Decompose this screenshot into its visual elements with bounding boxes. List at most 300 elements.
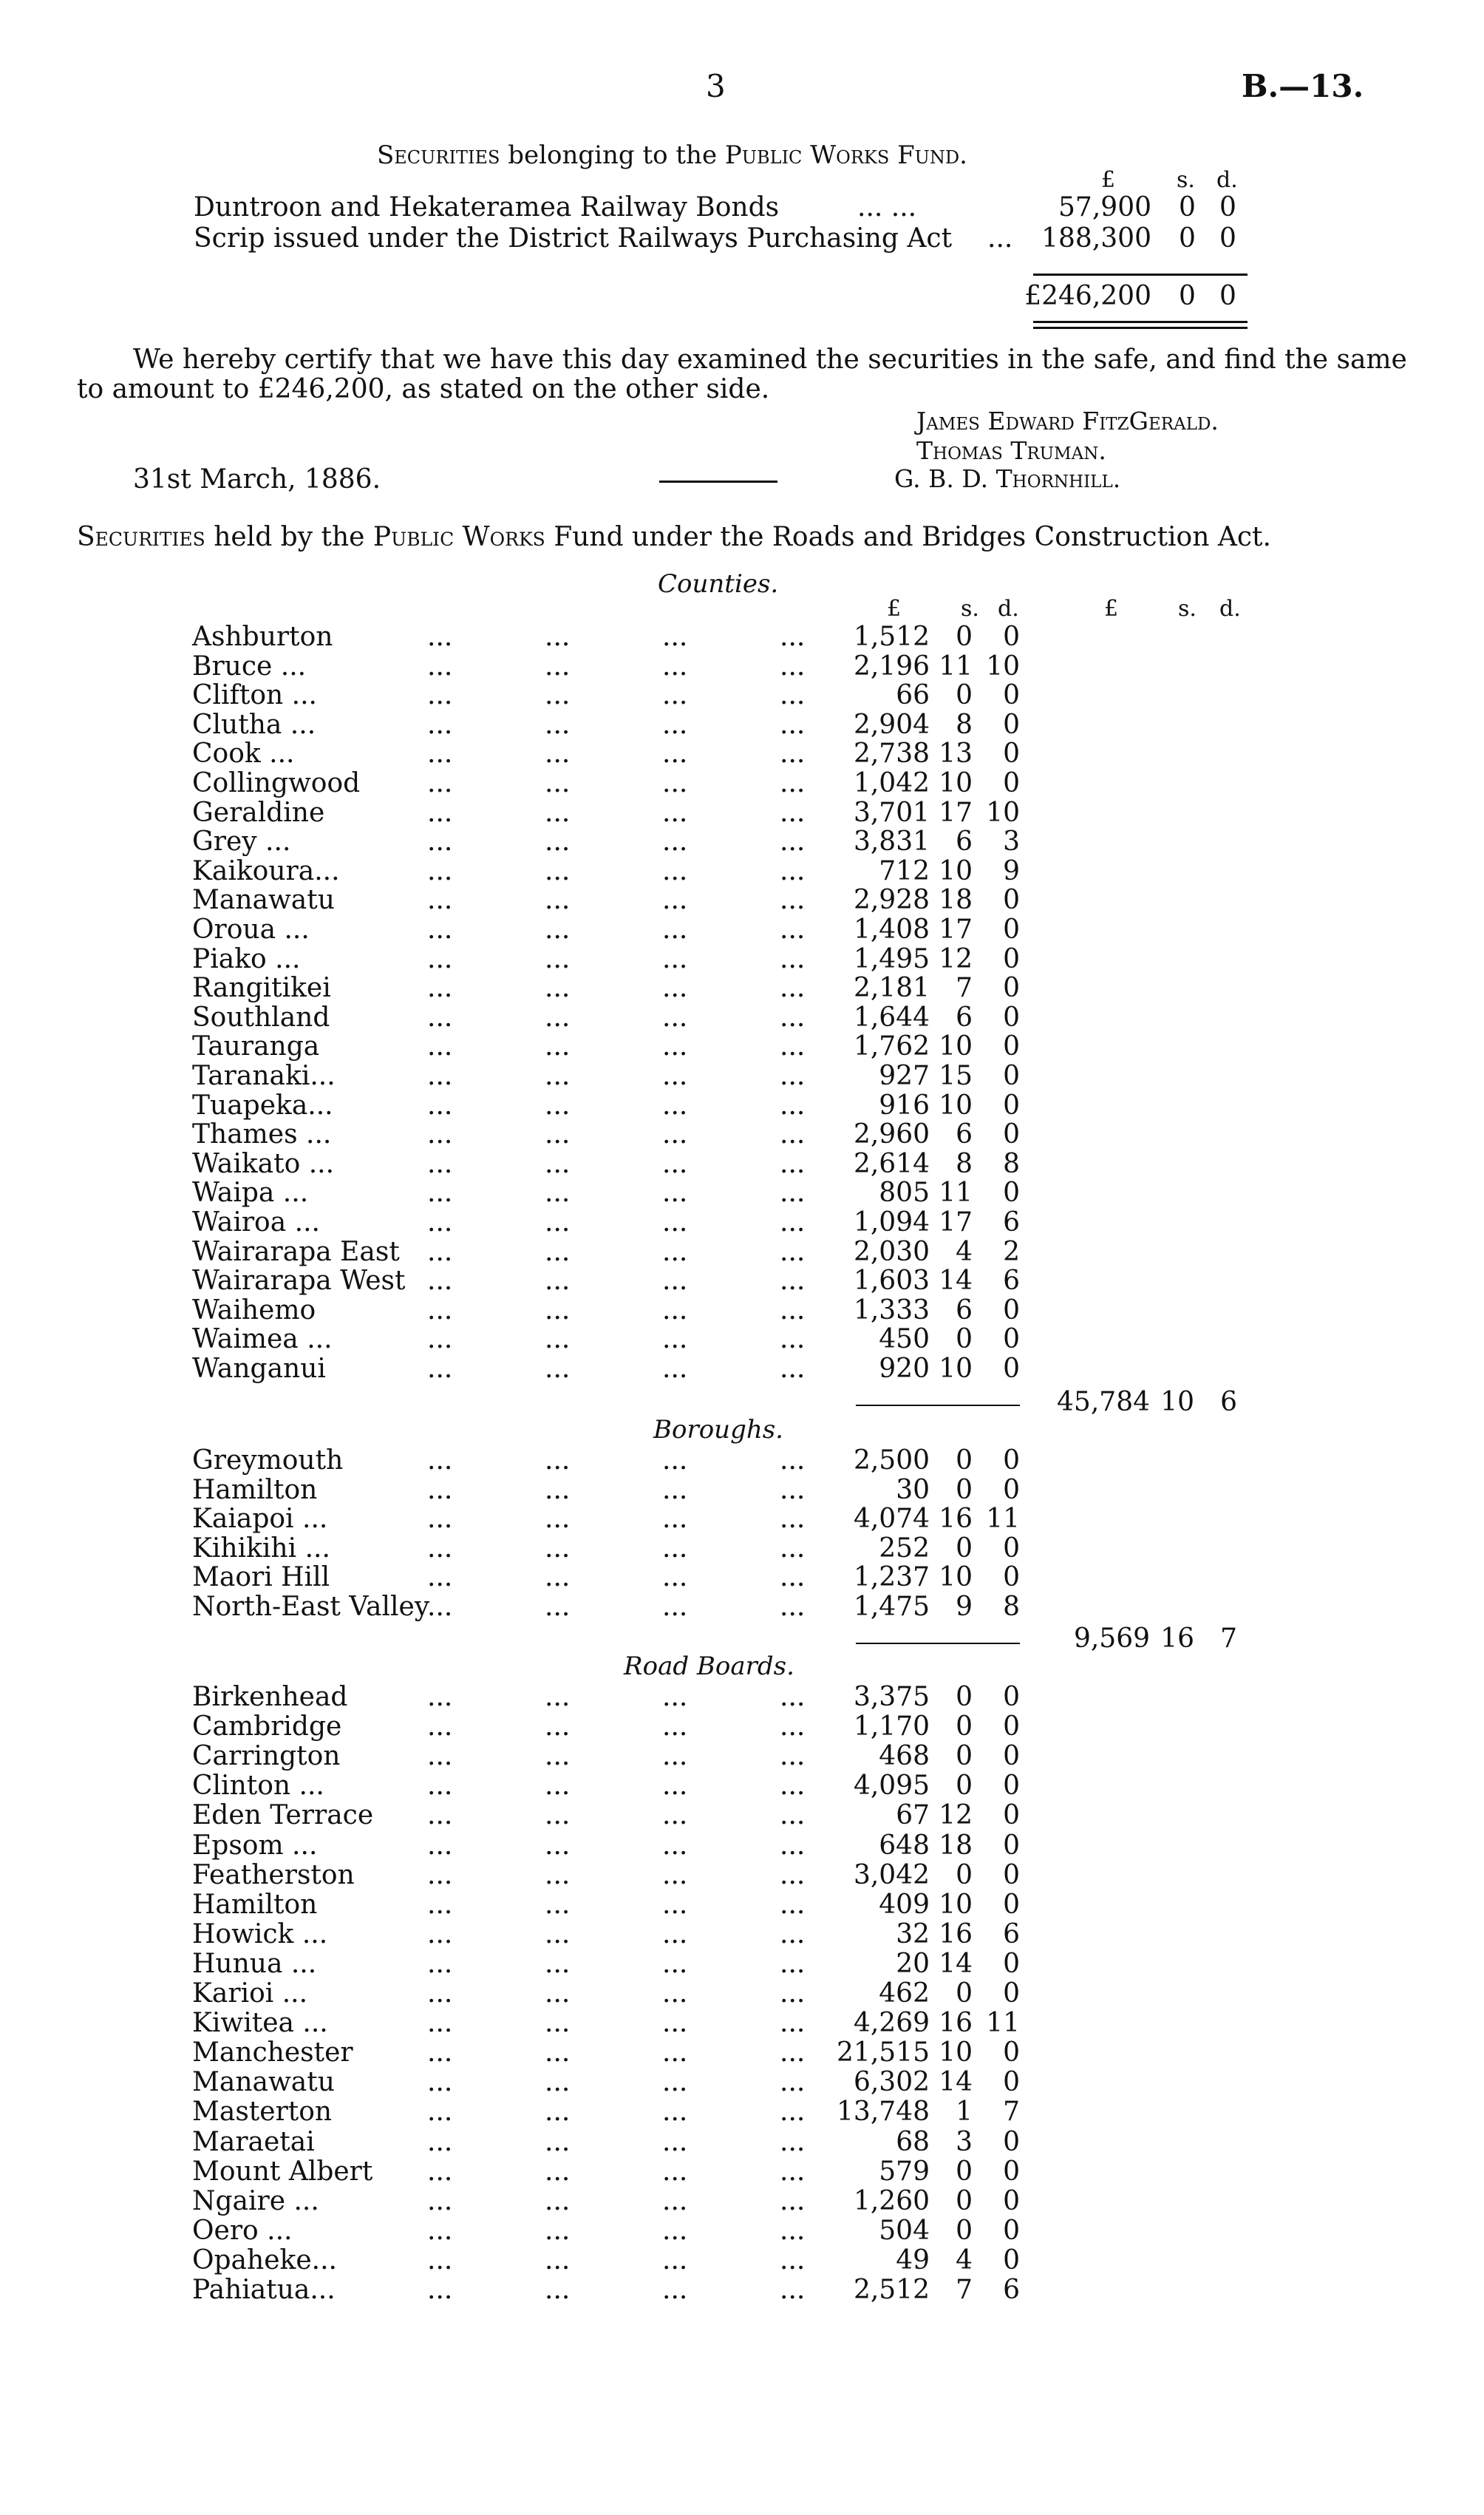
boroughs-subtotal-pounds: 9,569 bbox=[1073, 1623, 1150, 1654]
county-shillings: 12 bbox=[939, 943, 973, 974]
road-board-name: Manawatu bbox=[192, 2067, 335, 2098]
road-board-row bbox=[0, 2275, 1484, 2305]
leader-dots: ... bbox=[780, 1948, 806, 1979]
leader-dots: ... bbox=[427, 1918, 453, 1949]
county-pence: 0 bbox=[1003, 680, 1020, 711]
leader-dots: ... bbox=[545, 1889, 571, 1920]
county-name: Rangitikei bbox=[192, 973, 331, 1004]
county-pounds: 1,762 bbox=[853, 1031, 930, 1062]
county-pounds: 916 bbox=[879, 1090, 930, 1121]
borough-pence: 0 bbox=[1003, 1445, 1020, 1476]
leader-dots: ... bbox=[662, 1119, 688, 1150]
leader-dots: ... bbox=[662, 1711, 688, 1742]
leader-dots: ... bbox=[427, 709, 453, 740]
county-shillings: 6 bbox=[956, 1119, 973, 1150]
col-pound-2: £ bbox=[1104, 596, 1119, 622]
road-board-pence: 0 bbox=[1003, 2067, 1020, 2098]
leader-dots: ... bbox=[780, 622, 806, 652]
road-board-shillings: 0 bbox=[956, 2156, 973, 2187]
leader-dots: ... bbox=[545, 2037, 571, 2068]
leader-dots: ... bbox=[662, 2008, 688, 2039]
leader-dots: ... bbox=[662, 885, 688, 916]
leader-dots: ... bbox=[427, 855, 453, 886]
col-s-2: s. bbox=[1178, 596, 1197, 622]
leader-dots: ... bbox=[662, 2067, 688, 2098]
road-board-pence: 0 bbox=[1003, 1859, 1020, 1890]
county-pence: 3 bbox=[1003, 827, 1020, 858]
county-pounds: 2,904 bbox=[853, 709, 930, 740]
leader-dots: ... bbox=[427, 943, 453, 974]
boroughs-subtotal-rule bbox=[856, 1643, 1020, 1644]
pw-total-pounds: £246,200 bbox=[1024, 281, 1151, 311]
county-row bbox=[0, 1296, 1484, 1326]
leader-dots: ... bbox=[427, 768, 453, 798]
county-pounds: 1,094 bbox=[853, 1207, 930, 1238]
leader-dots: ... bbox=[545, 680, 571, 711]
county-pounds: 805 bbox=[879, 1178, 930, 1209]
rb-title-a: Securities bbox=[77, 522, 205, 552]
county-row bbox=[0, 886, 1484, 915]
leader-dots: ... bbox=[545, 1354, 571, 1384]
leader-dots: ... bbox=[780, 1771, 806, 1802]
leader-dots: ... bbox=[427, 2067, 453, 2098]
leader-dots: ... bbox=[427, 1682, 453, 1712]
counties-subtotal-rule bbox=[856, 1405, 1020, 1406]
county-row bbox=[0, 1238, 1484, 1267]
road-board-pence: 7 bbox=[1003, 2097, 1020, 2128]
county-name: Geraldine bbox=[192, 797, 325, 828]
county-pence: 0 bbox=[1003, 1031, 1020, 1062]
road-board-pounds: 20 bbox=[896, 1948, 930, 1979]
road-board-name: Masterton bbox=[192, 2097, 333, 2128]
county-pounds: 2,030 bbox=[853, 1236, 930, 1267]
county-shillings: 0 bbox=[956, 1324, 973, 1355]
leader-dots: ... bbox=[427, 1592, 453, 1622]
road-board-name: Hunua ... bbox=[192, 1948, 317, 1979]
leader-dots: ... bbox=[545, 885, 571, 916]
county-shillings: 11 bbox=[939, 651, 973, 682]
leader-dots: ... bbox=[662, 2097, 688, 2128]
leader-dots: ... bbox=[427, 973, 453, 1004]
leader-dots: ... bbox=[427, 827, 453, 858]
leader-dots: ... bbox=[545, 1562, 571, 1593]
road-board-name: Oero ... bbox=[192, 2215, 293, 2246]
rb-title-b: held by the bbox=[214, 522, 365, 552]
leader-dots: ... bbox=[662, 1741, 688, 1772]
county-shillings: 7 bbox=[956, 973, 973, 1004]
road-board-row bbox=[0, 1861, 1484, 1890]
leader-dots: ... bbox=[662, 709, 688, 740]
road-board-pounds: 3,375 bbox=[853, 1682, 930, 1712]
leader-dots: ... bbox=[427, 651, 453, 682]
road-board-shillings: 18 bbox=[939, 1830, 973, 1861]
road-board-shillings: 10 bbox=[939, 1889, 973, 1920]
road-board-pence: 0 bbox=[1003, 1771, 1020, 1802]
leader-dots: ... bbox=[427, 2215, 453, 2246]
leader-dots: ... bbox=[427, 797, 453, 828]
county-row bbox=[0, 1003, 1484, 1033]
leader-dots: ... bbox=[662, 739, 688, 770]
borough-row bbox=[0, 1504, 1484, 1534]
col-d-1: d. bbox=[998, 596, 1019, 622]
pw-row-2-pounds: 188,300 bbox=[1041, 223, 1151, 254]
county-shillings: 17 bbox=[939, 914, 973, 945]
borough-name: North-East Valley bbox=[192, 1592, 430, 1622]
pw-row-1-dots: ... ... bbox=[857, 192, 917, 223]
county-name: Waipa ... bbox=[192, 1178, 309, 1209]
counties-subtotal-pounds: 45,784 bbox=[1057, 1387, 1150, 1417]
leader-dots: ... bbox=[662, 1207, 688, 1238]
certification-date: 31st March, 1886. bbox=[133, 464, 381, 495]
road-board-row bbox=[0, 2216, 1484, 2246]
county-name: Tauranga bbox=[192, 1031, 320, 1062]
leader-dots: ... bbox=[662, 622, 688, 652]
pw-row-2-s: 0 bbox=[1179, 223, 1196, 254]
leader-dots: ... bbox=[662, 1859, 688, 1890]
leader-dots: ... bbox=[427, 1562, 453, 1593]
road-board-name: Opaheke... bbox=[192, 2244, 337, 2275]
county-pounds: 2,196 bbox=[853, 651, 930, 682]
road-board-name: Clinton ... bbox=[192, 1771, 324, 1802]
leader-dots: ... bbox=[780, 709, 806, 740]
road-board-pence: 6 bbox=[1003, 1918, 1020, 1949]
pw-title-a: Securities bbox=[377, 140, 500, 170]
county-pounds: 1,042 bbox=[853, 768, 930, 798]
leader-dots: ... bbox=[545, 1148, 571, 1179]
leader-dots: ... bbox=[662, 855, 688, 886]
road-board-name: Epsom ... bbox=[192, 1830, 318, 1861]
rb-title-d: Fund under the Roads and Bridges Construction Act. bbox=[554, 522, 1271, 552]
borough-shillings: 16 bbox=[939, 1504, 973, 1535]
borough-pounds: 252 bbox=[879, 1533, 930, 1564]
road-board-name: Featherston bbox=[192, 1859, 355, 1890]
road-board-pence: 0 bbox=[1003, 1889, 1020, 1920]
road-board-pence: 0 bbox=[1003, 2215, 1020, 2246]
borough-row bbox=[0, 1534, 1484, 1564]
county-row bbox=[0, 739, 1484, 769]
county-pounds: 927 bbox=[879, 1061, 930, 1091]
county-pounds: 1,333 bbox=[853, 1294, 930, 1326]
county-pence: 10 bbox=[986, 797, 1020, 828]
county-pence: 8 bbox=[1003, 1148, 1020, 1179]
county-name: Waimea ... bbox=[192, 1324, 333, 1355]
leader-dots: ... bbox=[427, 1948, 453, 1979]
leader-dots: ... bbox=[545, 2008, 571, 2039]
borough-shillings: 0 bbox=[956, 1445, 973, 1476]
pw-row-2-label: Scrip issued under the District Railways Purchasing Act bbox=[194, 223, 953, 254]
county-row bbox=[0, 1178, 1484, 1208]
counties-subtotal-d: 6 bbox=[1220, 1387, 1237, 1417]
leader-dots: ... bbox=[662, 973, 688, 1004]
leader-dots: ... bbox=[780, 2215, 806, 2246]
road-board-pence: 0 bbox=[1003, 2037, 1020, 2068]
document-reference: B.—13. bbox=[1242, 68, 1364, 104]
county-name: Waikato ... bbox=[192, 1148, 335, 1179]
county-shillings: 10 bbox=[939, 1354, 973, 1384]
county-pence: 6 bbox=[1003, 1207, 1020, 1238]
road-board-row bbox=[0, 1890, 1484, 1920]
leader-dots: ... bbox=[662, 680, 688, 711]
leader-dots: ... bbox=[545, 2126, 571, 2157]
leader-dots: ... bbox=[427, 1148, 453, 1179]
road-board-pounds: 49 bbox=[896, 2244, 930, 2275]
leader-dots: ... bbox=[780, 2097, 806, 2128]
leader-dots: ... bbox=[545, 797, 571, 828]
leader-dots: ... bbox=[545, 1236, 571, 1267]
leader-dots: ... bbox=[427, 2275, 453, 2305]
county-shillings: 10 bbox=[939, 1031, 973, 1062]
leader-dots: ... bbox=[427, 1119, 453, 1150]
leader-dots: ... bbox=[780, 1148, 806, 1179]
road-board-shillings: 0 bbox=[956, 1741, 973, 1772]
leader-dots: ... bbox=[545, 1090, 571, 1121]
road-board-shillings: 0 bbox=[956, 2185, 973, 2216]
county-pounds: 2,614 bbox=[853, 1148, 930, 1179]
leader-dots: ... bbox=[427, 739, 453, 770]
leader-dots: ... bbox=[662, 914, 688, 945]
road-board-pounds: 4,095 bbox=[853, 1771, 930, 1802]
county-row bbox=[0, 1266, 1484, 1296]
county-row bbox=[0, 710, 1484, 740]
leader-dots: ... bbox=[545, 1948, 571, 1979]
road-board-pounds: 4,269 bbox=[853, 2008, 930, 2039]
road-board-name: Eden Terrace bbox=[192, 1800, 374, 1831]
leader-dots: ... bbox=[780, 1800, 806, 1831]
borough-pence: 0 bbox=[1003, 1533, 1020, 1564]
leader-dots: ... bbox=[662, 1354, 688, 1384]
leader-dots: ... bbox=[780, 1978, 806, 2009]
county-shillings: 14 bbox=[939, 1266, 973, 1297]
county-pounds: 2,181 bbox=[853, 973, 930, 1004]
road-boards-heading: Road Boards. bbox=[624, 1652, 794, 1681]
leader-dots: ... bbox=[427, 1711, 453, 1742]
pw-col-pound: £ bbox=[1101, 167, 1116, 193]
leader-dots: ... bbox=[545, 1002, 571, 1033]
county-name: Tuapeka... bbox=[192, 1090, 333, 1121]
borough-name: Kihikihi ... bbox=[192, 1533, 330, 1564]
leader-dots: ... bbox=[780, 2244, 806, 2275]
leader-dots: ... bbox=[662, 1682, 688, 1712]
leader-dots: ... bbox=[545, 1207, 571, 1238]
leader-dots: ... bbox=[427, 1266, 453, 1297]
road-board-row bbox=[0, 2038, 1484, 2068]
county-name: Wairarapa West bbox=[192, 1266, 406, 1297]
leader-dots: ... bbox=[662, 1002, 688, 1033]
county-name: Oroua ... bbox=[192, 914, 310, 945]
leader-dots: ... bbox=[545, 1830, 571, 1861]
leader-dots: ... bbox=[545, 1771, 571, 1802]
road-board-shillings: 1 bbox=[956, 2097, 973, 2128]
leader-dots: ... bbox=[545, 1266, 571, 1297]
leader-dots: ... bbox=[545, 1533, 571, 1564]
county-name: Piako ... bbox=[192, 943, 301, 974]
leader-dots: ... bbox=[662, 2215, 688, 2246]
leader-dots: ... bbox=[427, 1061, 453, 1091]
rb-title-c: Public Works bbox=[372, 522, 545, 552]
borough-pounds: 4,074 bbox=[853, 1504, 930, 1535]
county-name: Cook ... bbox=[192, 739, 295, 770]
county-row bbox=[0, 769, 1484, 798]
pw-col-s: s. bbox=[1177, 167, 1195, 193]
county-shillings: 8 bbox=[956, 1148, 973, 1179]
county-name: Clifton ... bbox=[192, 680, 317, 711]
leader-dots: ... bbox=[545, 914, 571, 945]
leader-dots: ... bbox=[662, 1889, 688, 1920]
borough-shillings: 9 bbox=[956, 1592, 973, 1622]
borough-pounds: 30 bbox=[896, 1474, 930, 1505]
leader-dots: ... bbox=[427, 2244, 453, 2275]
borough-pence: 11 bbox=[986, 1504, 1020, 1535]
leader-dots: ... bbox=[427, 1207, 453, 1238]
leader-dots: ... bbox=[662, 1533, 688, 1564]
road-board-row bbox=[0, 1683, 1484, 1712]
county-pounds: 1,512 bbox=[853, 622, 930, 652]
leader-dots: ... bbox=[545, 2275, 571, 2305]
leader-dots: ... bbox=[427, 1031, 453, 1062]
pw-total-s: 0 bbox=[1179, 281, 1196, 311]
leader-dots: ... bbox=[780, 1533, 806, 1564]
county-name: Ashburton bbox=[192, 622, 333, 652]
col-d-2: d. bbox=[1219, 596, 1241, 622]
leader-dots: ... bbox=[427, 1090, 453, 1121]
county-pence: 0 bbox=[1003, 768, 1020, 798]
leader-dots: ... bbox=[662, 1504, 688, 1535]
road-board-pounds: 3,042 bbox=[853, 1859, 930, 1890]
road-board-shillings: 0 bbox=[956, 2215, 973, 2246]
leader-dots: ... bbox=[427, 1978, 453, 2009]
county-shillings: 6 bbox=[956, 1002, 973, 1033]
pw-title-c: Public Works Fund. bbox=[724, 140, 967, 170]
leader-dots: ... bbox=[545, 651, 571, 682]
county-pounds: 1,408 bbox=[853, 914, 930, 945]
leader-dots: ... bbox=[427, 1741, 453, 1772]
leader-dots: ... bbox=[780, 1859, 806, 1890]
leader-dots: ... bbox=[427, 1771, 453, 1802]
road-board-pence: 0 bbox=[1003, 1978, 1020, 2009]
borough-name: Hamilton bbox=[192, 1474, 318, 1505]
leader-dots: ... bbox=[545, 1061, 571, 1091]
leader-dots: ... bbox=[780, 1294, 806, 1326]
road-board-pounds: 468 bbox=[879, 1741, 930, 1772]
page-number: 3 bbox=[706, 68, 726, 104]
leader-dots: ... bbox=[545, 973, 571, 1004]
leader-dots: ... bbox=[545, 2185, 571, 2216]
leader-dots: ... bbox=[780, 1889, 806, 1920]
county-pence: 0 bbox=[1003, 885, 1020, 916]
leader-dots: ... bbox=[545, 2097, 571, 2128]
borough-pounds: 1,237 bbox=[853, 1562, 930, 1593]
road-board-pence: 0 bbox=[1003, 1682, 1020, 1712]
county-row bbox=[0, 857, 1484, 886]
road-board-shillings: 0 bbox=[956, 1978, 973, 2009]
road-board-shillings: 16 bbox=[939, 2008, 973, 2039]
county-pounds: 66 bbox=[896, 680, 930, 711]
leader-dots: ... bbox=[662, 2037, 688, 2068]
leader-dots: ... bbox=[427, 1474, 453, 1505]
road-board-shillings: 10 bbox=[939, 2037, 973, 2068]
county-name: Kaikoura... bbox=[192, 855, 340, 886]
leader-dots: ... bbox=[780, 1178, 806, 1209]
leader-dots: ... bbox=[662, 1562, 688, 1593]
road-board-pounds: 1,170 bbox=[853, 1711, 930, 1742]
leader-dots: ... bbox=[545, 622, 571, 652]
leader-dots: ... bbox=[780, 1682, 806, 1712]
leader-dots: ... bbox=[427, 2097, 453, 2128]
pw-section-title bbox=[377, 140, 967, 170]
road-board-pounds: 1,260 bbox=[853, 2185, 930, 2216]
leader-dots: ... bbox=[545, 2215, 571, 2246]
leader-dots: ... bbox=[662, 943, 688, 974]
county-row bbox=[0, 1325, 1484, 1354]
borough-name: Greymouth bbox=[192, 1445, 344, 1476]
road-board-name: Hamilton bbox=[192, 1889, 318, 1920]
road-board-pounds: 13,748 bbox=[837, 2097, 930, 2128]
county-row bbox=[0, 652, 1484, 682]
leader-dots: ... bbox=[780, 885, 806, 916]
road-board-shillings: 14 bbox=[939, 1948, 973, 1979]
road-board-pounds: 6,302 bbox=[853, 2067, 930, 2098]
road-board-pounds: 32 bbox=[896, 1918, 930, 1949]
county-pounds: 920 bbox=[879, 1354, 930, 1384]
county-shillings: 15 bbox=[939, 1061, 973, 1091]
county-row bbox=[0, 1091, 1484, 1121]
leader-dots: ... bbox=[780, 1830, 806, 1861]
leader-dots: ... bbox=[427, 1830, 453, 1861]
leader-dots: ... bbox=[545, 709, 571, 740]
road-board-pounds: 579 bbox=[879, 2156, 930, 2187]
road-board-row bbox=[0, 2187, 1484, 2216]
leader-dots: ... bbox=[662, 1474, 688, 1505]
leader-dots: ... bbox=[545, 827, 571, 858]
road-board-pounds: 68 bbox=[896, 2126, 930, 2157]
leader-dots: ... bbox=[780, 1445, 806, 1476]
leader-dots: ... bbox=[545, 1178, 571, 1209]
leader-dots: ... bbox=[780, 1119, 806, 1150]
leader-dots: ... bbox=[545, 1682, 571, 1712]
leader-dots: ... bbox=[662, 1592, 688, 1622]
county-pence: 0 bbox=[1003, 1178, 1020, 1209]
leader-dots: ... bbox=[662, 1830, 688, 1861]
road-board-pence: 11 bbox=[986, 2008, 1020, 2039]
leader-dots: ... bbox=[780, 1918, 806, 1949]
leader-dots: ... bbox=[427, 1800, 453, 1831]
road-board-name: Manchester bbox=[192, 2037, 353, 2068]
county-shillings: 10 bbox=[939, 855, 973, 886]
leader-dots: ... bbox=[780, 1031, 806, 1062]
leader-dots: ... bbox=[545, 2244, 571, 2275]
road-board-pounds: 409 bbox=[879, 1889, 930, 1920]
leader-dots: ... bbox=[780, 2275, 806, 2305]
borough-row bbox=[0, 1476, 1484, 1505]
county-row bbox=[0, 1120, 1484, 1150]
counties-subtotal-s: 10 bbox=[1160, 1387, 1194, 1417]
road-board-row bbox=[0, 2068, 1484, 2097]
road-board-name: Kiwitea ... bbox=[192, 2008, 328, 2039]
leader-dots: ... bbox=[545, 1474, 571, 1505]
county-pounds: 2,960 bbox=[853, 1119, 930, 1150]
road-board-pence: 0 bbox=[1003, 1800, 1020, 1831]
road-board-pounds: 648 bbox=[879, 1830, 930, 1861]
leader-dots: ... bbox=[662, 651, 688, 682]
leader-dots: ... bbox=[427, 2037, 453, 2068]
road-board-name: Ngaire ... bbox=[192, 2185, 319, 2216]
certification-line-2: to amount to £246,200, as stated on the other side. bbox=[77, 374, 770, 404]
road-board-name: Carrington bbox=[192, 1741, 341, 1772]
county-shillings: 17 bbox=[939, 797, 973, 828]
county-row bbox=[0, 827, 1484, 857]
county-shillings: 8 bbox=[956, 709, 973, 740]
county-pounds: 1,603 bbox=[853, 1266, 930, 1297]
